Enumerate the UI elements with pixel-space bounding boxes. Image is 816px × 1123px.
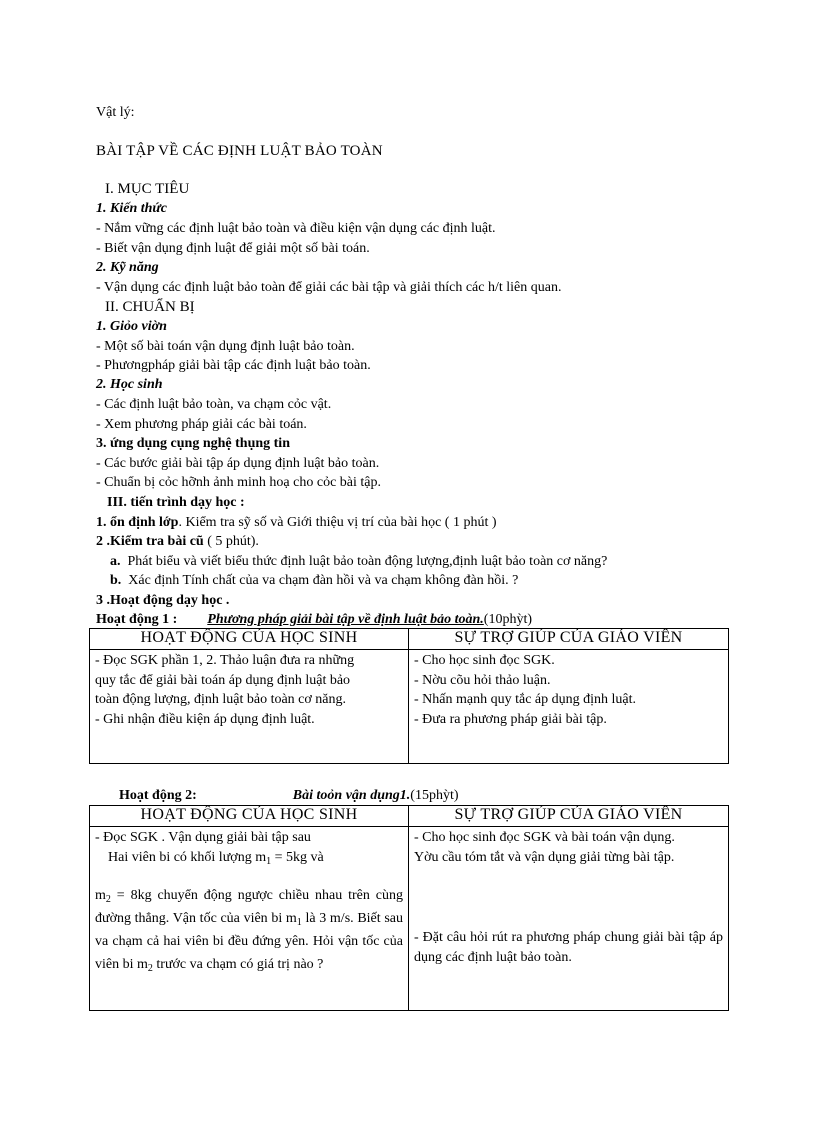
it-heading: 3. ứng dụng cụng nghệ thụng tin xyxy=(96,436,290,451)
subscript: 1 xyxy=(296,917,302,928)
teacher-item: - Phươngpháp giải bài tập các định luật bảo toàn. xyxy=(96,358,371,373)
column-header-student: HOẠT ĐỘNG CỦA HỌC SINH xyxy=(90,806,409,827)
question-item xyxy=(110,572,518,590)
question-text: Phát biểu và viết biểu thức định luật bảo toàn động lượng,định luật bảo toàn cơ năng? xyxy=(127,554,608,569)
subject-label: Vật lý: xyxy=(96,105,135,120)
table-row xyxy=(90,827,729,1011)
student-item: - Các định luật bảo toàn, va chạm cỏc vật. xyxy=(96,397,332,412)
step-2-label: 2 .Kiểm tra bài cũ xyxy=(96,534,204,549)
activity-2-duration: (15phỳt) xyxy=(410,788,459,803)
activity-1-label: Hoạt động 1 : xyxy=(96,612,178,627)
cell-text: - Đọc SGK phần 1, 2. Thảo luận đưa ra những xyxy=(95,653,355,668)
step-2 xyxy=(96,533,259,551)
cell-text: - Cho học sinh đọc SGK. xyxy=(414,653,555,668)
text-part: Hai viên bi có khối lượng m xyxy=(108,849,267,865)
section-1-heading: I. MỤC TIÊU xyxy=(105,181,190,197)
step-1-label: 1. ổn định lớp xyxy=(96,515,179,530)
cell-text: quy tắc để giải bài toán áp dụng định luật bảo xyxy=(95,672,351,688)
cell-text: Yờu cầu tóm tắt và vận dụng giải từng bài tập. xyxy=(414,849,675,865)
student-activity-cell xyxy=(90,650,409,764)
text-part: m xyxy=(95,888,106,903)
question-text: Xác định Tính chất của va chạm đàn hồi và va chạm không đàn hồi. ? xyxy=(128,573,519,588)
it-item: - Chuẩn bị cỏc hỡnh ảnh minh hoạ cho cỏc bài tập. xyxy=(96,475,381,490)
teacher-support-cell xyxy=(409,827,729,1011)
table-header-row xyxy=(90,629,729,650)
question-item xyxy=(110,553,607,571)
column-header-teacher: SỰ TRỢ GIÚP CỦA GIÁO VIÊN xyxy=(409,806,729,827)
cell-text: - Đưa ra phương pháp giải bài tập. xyxy=(414,711,607,727)
text-part: trước va chạm có giá trị nào ? xyxy=(152,957,324,972)
activity-2-header xyxy=(119,787,459,805)
cell-text: - Đặt câu hỏi rút ra phương pháp chung giải bài tập áp dụng các định luật bảo toàn. xyxy=(414,930,723,965)
cell-text: toàn động lượng, định luật bảo toàn cơ năng. xyxy=(95,692,347,707)
cell-text: - Nhấn mạnh quy tắc áp dụng định luật. xyxy=(414,692,637,707)
text-part: = 5kg và xyxy=(271,849,324,865)
subscript: 2 xyxy=(147,963,153,974)
table-row xyxy=(90,650,729,764)
teacher-heading: 1. Giỏo viờn xyxy=(96,319,167,334)
cell-text: - Ghi nhận điều kiện áp dụng định luật. xyxy=(95,711,315,727)
activity-2-table xyxy=(89,805,729,1011)
it-item: - Các bước giải bài tập áp dụng định luật bảo toàn. xyxy=(96,456,380,471)
skills-item: - Vận dụng các định luật bảo toàn để giải các bài tập và giải thích các h/t liên quan. xyxy=(96,280,562,295)
section-2-heading: II. CHUẨN BỊ xyxy=(105,299,195,315)
problem-text xyxy=(95,884,403,976)
activity-1-duration: (10phỳt) xyxy=(483,612,533,627)
activity-1-header xyxy=(96,611,532,629)
knowledge-item: - Nắm vững các định luật bảo toàn và điều kiện vận dụng các định luật. xyxy=(96,221,496,236)
question-marker: b. xyxy=(110,573,122,588)
teacher-item: - Một số bài toán vận dụng định luật bảo toàn. xyxy=(96,339,355,354)
student-activity-cell xyxy=(90,827,409,1011)
step-3: 3 .Hoạt động dạy học . xyxy=(96,593,230,608)
text-part: = 8kg chuyển động ngược chiều nhau trên cùng đường thẳng. Vận tốc của viên bi m xyxy=(95,888,403,926)
step-2-text: ( 5 phút). xyxy=(203,534,259,549)
activity-1-title: Phương pháp giải bài tập về định luật bảo toàn. xyxy=(207,612,484,627)
cell-text: - Nờu cõu hỏi thảo luận. xyxy=(414,672,551,688)
column-header-student: HOẠT ĐỘNG CỦA HỌC SINH xyxy=(90,629,409,650)
student-heading: 2. Học sinh xyxy=(96,377,163,392)
student-item: - Xem phương pháp giải các bài toán. xyxy=(96,417,307,432)
step-1 xyxy=(96,514,497,532)
cell-text: - Đọc SGK . Vận dụng giải bài tập sau xyxy=(95,830,311,845)
table-header-row xyxy=(90,806,729,827)
subscript: 2 xyxy=(105,894,111,905)
question-marker: a. xyxy=(110,554,121,569)
section-3-heading: III. tiến trình dạy học : xyxy=(107,495,245,510)
step-1-text: . Kiểm tra sỹ số và Giới thiệu vị trí của bài học ( 1 phút ) xyxy=(178,515,497,530)
document-title: BÀI TẬP VỀ CÁC ĐỊNH LUẬT BẢO TOÀN xyxy=(96,143,383,159)
cell-text: - Cho học sinh đọc SGK và bài toán vận dụng. xyxy=(414,830,675,845)
activity-2-title: Bài toỏn vận dụng1. xyxy=(292,788,411,803)
activity-2-label: Hoạt động 2: xyxy=(119,788,197,803)
knowledge-item: - Biết vận dụng định luật để giải một số bài toán. xyxy=(96,241,370,256)
column-header-teacher: SỰ TRỢ GIÚP CỦA GIÁO VIÊN xyxy=(409,629,729,650)
knowledge-heading: 1. Kiến thức xyxy=(96,201,168,216)
skills-heading: 2. Kỹ năng xyxy=(96,260,159,275)
subscript: 1 xyxy=(266,855,272,867)
activity-1-table xyxy=(89,628,729,764)
cell-text xyxy=(95,848,403,868)
teacher-support-cell xyxy=(409,650,729,764)
text-part: là 3 m/s. Biết sau va chạm cả hai viên bi đều đứng yên. Hỏi vận tốc của viên bi m xyxy=(95,911,403,972)
